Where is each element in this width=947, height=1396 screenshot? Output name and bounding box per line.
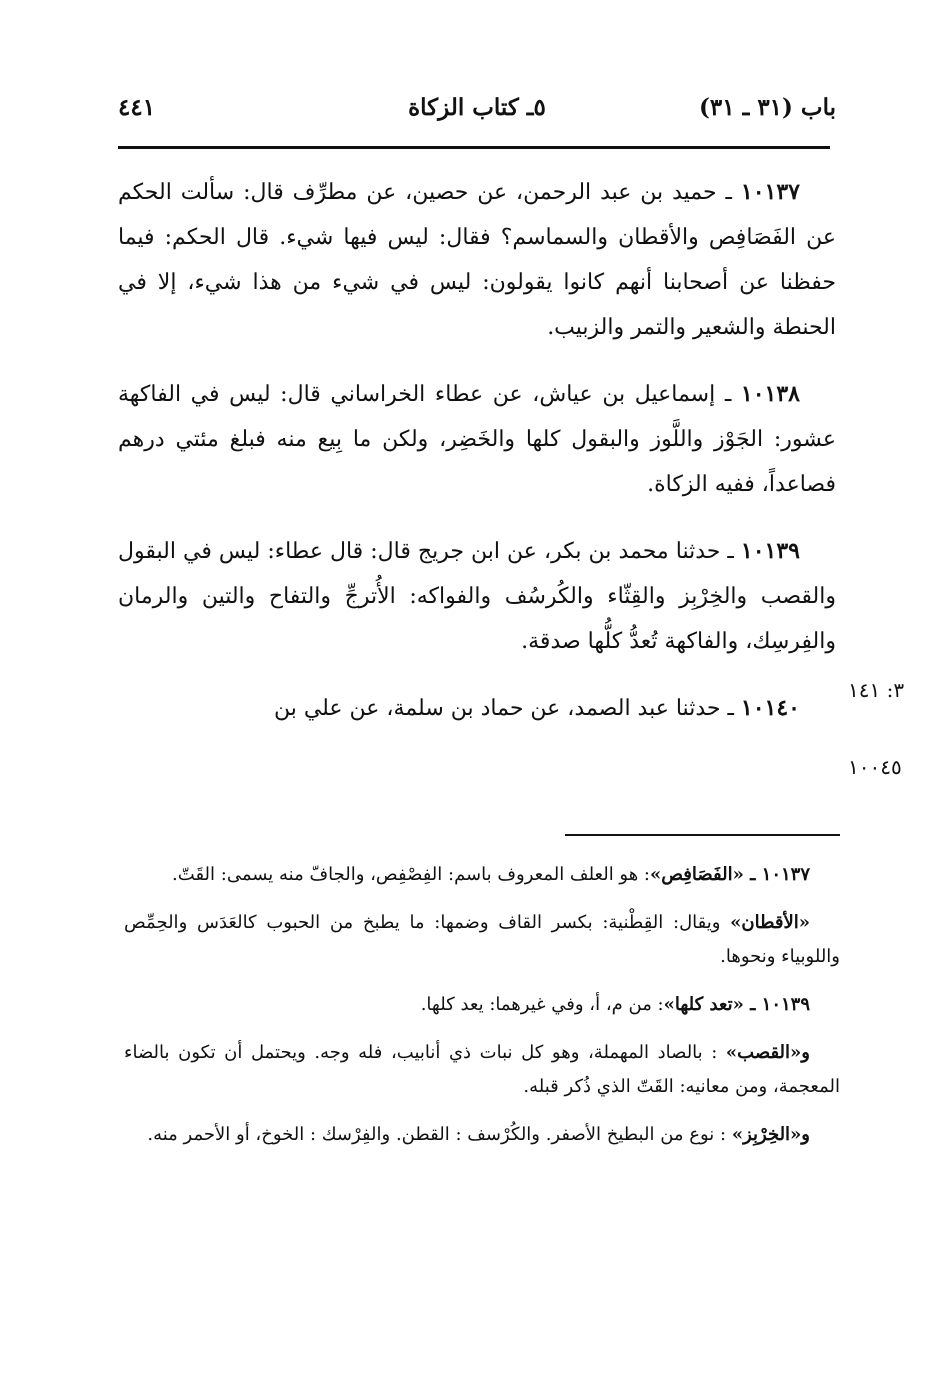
footnote-text: : هو العلف المعروف باسم: الفِصْفِص، والجافّ منه يسمى: القَتّ. [172, 864, 650, 885]
hadith-text: ـ إسماعيل بن عياش، عن عطاء الخراساني قال: ليس في الفاكهة عشور: الجَوْز واللَّوز والبقول كلها والخَضِر، ولكن ما بِيع منه فبلغ مئتي درهم فصاعداً، ففيه الزكاة. [118, 382, 836, 497]
margin-reference: ١٠٠٤٥ [848, 755, 902, 779]
hadith-number: ١٠١٣٨ [740, 381, 800, 407]
hadith-10137 [118, 170, 836, 350]
footnote [124, 906, 840, 974]
hadith-text: ـ حدثنا محمد بن بكر، عن ابن جريج قال: قال عطاء: ليس في البقول والقصب والخِرْبِز والقِثّاء والكُرسُف والفواكه: الأُترجِّ والتفاح والتين والرمان والفِرسِك، والفاكهة تُعدُّ كلُّها صدقة. [118, 539, 836, 654]
footnote-text: : من م، أ، وفي غيرهما: يعد كلها. [420, 994, 664, 1015]
footnote [124, 858, 840, 892]
footnotes [124, 858, 840, 1166]
footnote-lead: و«القصب» [725, 1042, 810, 1063]
margin-reference: ٣: ١٤١ [848, 678, 905, 702]
footnote-text: ويقال: القِطْنية: بكسر القاف وضمها: ما يطبخ من الحبوب كالعَدَس والحِمِّص واللوبياء ونحوها. [124, 912, 840, 967]
hadith-number: ١٠١٣٩ [740, 538, 800, 564]
hadith-number: ١٠١٣٧ [740, 179, 800, 205]
chapter-heading: باب (٣١ ـ ٣١) [698, 94, 836, 121]
footnote-rule [565, 834, 840, 836]
footnote-lead: و«الخِرْبِز» [731, 1124, 810, 1145]
footnote-lead: «الأقطان» [730, 912, 810, 933]
hadith-10139 [118, 529, 836, 664]
book-title: ٥ـ كتاب الزكاة [408, 94, 546, 121]
footnote-lead: ١٠١٣٩ ـ «تعد كلها» [663, 994, 810, 1015]
hadith-10138 [118, 372, 836, 507]
hadith-text: ـ حدثنا عبد الصمد، عن حماد بن سلمة، عن علي بن [273, 696, 741, 721]
footnote [124, 1118, 840, 1152]
footnote [124, 988, 840, 1022]
footnote-text: : نوع من البطيخ الأصفر. والكُرْسف : القطن. والفِرْسك : الخوخ، أو الأحمر منه. [147, 1124, 732, 1145]
hadith-10140 [118, 686, 836, 731]
footnote-text: : بالصاد المهملة، وهو كل نبات ذي أنابيب، فله وجه. ويحتمل أن تكون بالضاء المعجمة، ومن معانيه: القَتّ الذي ذُكر قبله. [124, 1042, 840, 1097]
footnote [124, 1036, 840, 1104]
hadith-number: ١٠١٤٠ [740, 695, 800, 721]
main-text [118, 170, 836, 753]
header-rule [118, 146, 830, 149]
page-number: ٤٤١ [118, 94, 156, 121]
footnote-lead: ١٠١٣٧ ـ «الفَصَافِص» [650, 864, 810, 885]
hadith-text: ـ حميد بن عبد الرحمن، عن حصين، عن مطرِّف قال: سألت الحكم عن الفَصَافِص والأقطان والسماسم؟ فقال: ليس فيها شيء. قال الحكم: فيما حفظنا عن أصحابنا أنهم كانوا يقولون: ليس في شيء من هذا شيء، إلا في الحنطة والشعير والتمر والزبيب. [118, 180, 836, 340]
page-header [118, 94, 836, 130]
